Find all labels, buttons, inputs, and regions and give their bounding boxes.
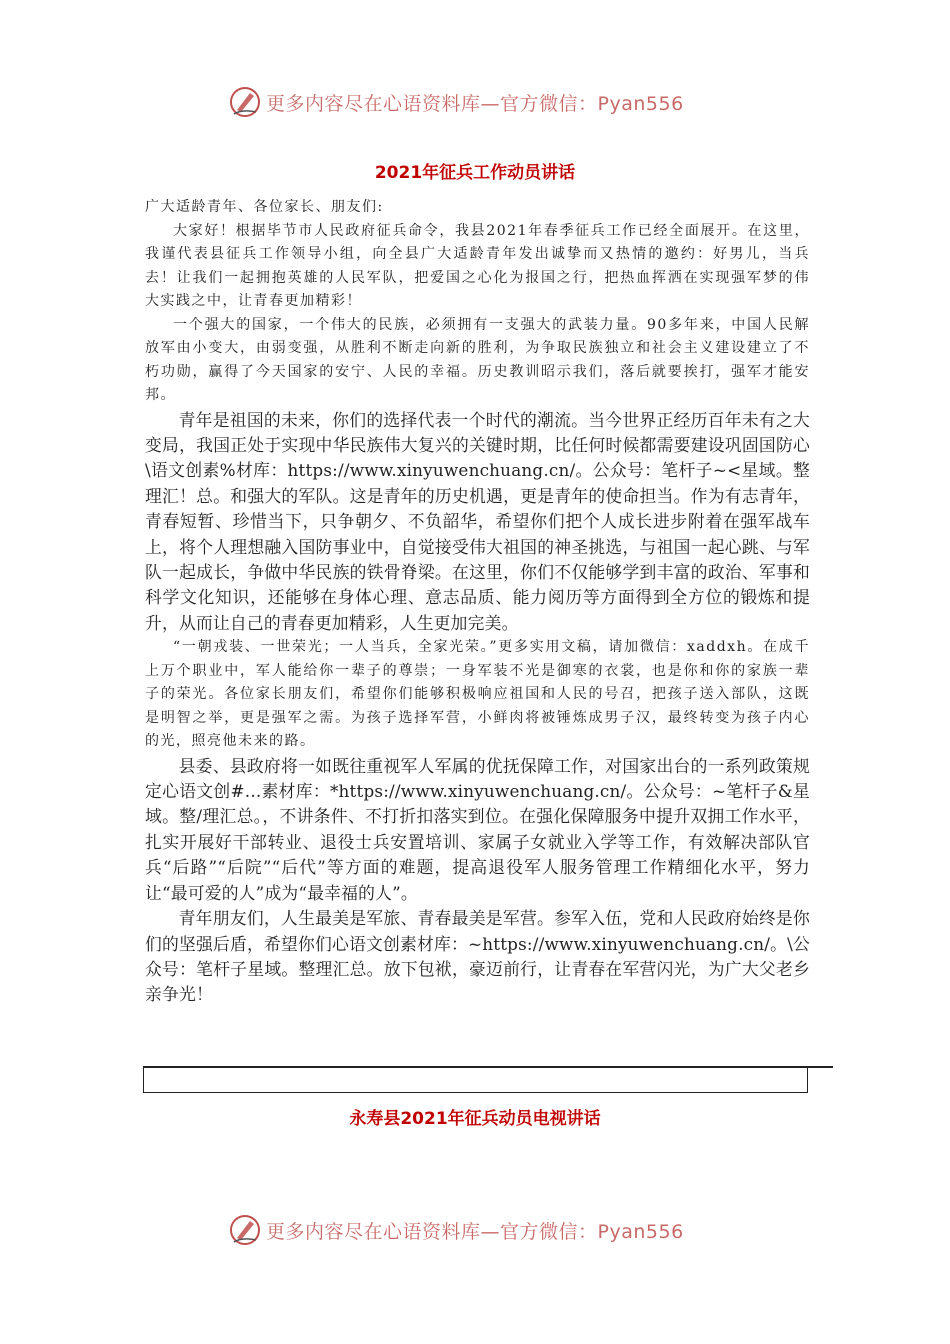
pen-circle-logo-icon	[228, 85, 262, 119]
banner-text: 更多内容尽在心语资料库—官方微信：Pyan556	[266, 92, 684, 115]
salutation: 广大适龄青年、各位家长、朋友们:	[145, 199, 384, 215]
empty-table-box	[143, 1066, 808, 1093]
header-banner	[228, 82, 684, 122]
banner-text: 更多内容尽在心语资料库—官方微信：Pyan556	[266, 1220, 684, 1243]
horizontal-rule	[806, 1066, 833, 1068]
paragraph-5: 县委、县政府将一如既往重视军人军属的优抚保障工作，对国家出台的一系列政策规定心语文创#...素材库：*https://www.xinyuwenchuang.cn/。公众号：~笔杆子&星域。整/理汇总。，不讲条件、不打折扣落实到位。在强化保障服务中提升双拥工作水平，扎实开展好干部转业、退役士兵安置培训、家属子女就业入学等工作，有效解决部队官兵“后路”“后院”“后代”等方面的难题，提高退役军人服务管理工作精细化水平，努力让“最可爱的人”成为“最幸福的人”。	[145, 755, 810, 903]
page-title: 2021年征兵工作动员讲话	[374, 163, 576, 183]
paragraph-2: 一个强大的国家，一个伟大的民族，必须拥有一支强大的武装力量。90多年来，中国人民解放军由小变大，由弱变强，从胜利不断走向新的胜利，为争取民族独立和社会主义建设建立了不朽功勋，赢得了今天国家的安宁、人民的幸福。历史教训昭示我们，落后就要挨打，强军才能安邦。	[145, 316, 810, 403]
paragraph-6: 青年朋友们，人生最美是军旅、青春最美是军营。参军入伍，党和人民政府始终是你们的坚强后盾，希望你们心语文创素材库：~https://www.xinyuwenchuang.cn/。\公众号：笔杆子星域。整理汇总。放下包袱，豪迈前行，让青春在军营闪光，为广大父老乡亲争光！	[145, 908, 810, 1005]
paragraph-1: 大家好！根据毕节市人民政府征兵命令，我县2021年春季征兵工作已经全面展开。在这里，我谨代表县征兵工作领导小组，向全县广大适龄青年发出诚挚而又热情的邀约：好男儿，当兵去！让我们一起拥抱英雄的人民军队，把爱国之心化为报国之行，把热血挥洒在实现强军梦的伟大实践之中，让青春更加精彩！	[145, 222, 810, 309]
article-body	[145, 196, 810, 1008]
pen-circle-logo-icon	[228, 1213, 262, 1247]
paragraph-3: 青年是祖国的未来，你们的选择代表一个时代的潮流。当今世界正经历百年未有之大变局，我国正处于实现中华民族伟大复兴的关键时期，比任何时候都需要建设巩固国防心\语文创素%材库：https://www.xinyuwenchuang.cn/。公众号：笔杆子~<星域。整理汇！总。和强大的军队。这是青年的历史机遇，更是青年的使命担当。作为有志青年，青春短暂、珍惜当下，只争朝夕、不负韶华，希望你们把个人成长进步附着在强军战车上，将个人理想融入国防事业中，自觉接受伟大祖国的神圣挑选，与祖国一起心跳、与军队一起成长，争做中华民族的铁骨脊梁。在这里，你们不仅能够学到丰富的政治、军事和科学文化知识，还能够在身体心理、意志品质、能力阅历等方面得到全方位的锻炼和提升，从而让自己的青春更加精彩，人生更加完美。	[145, 409, 810, 633]
section-title: 永寿县2021年征兵动员电视讲话	[349, 1109, 601, 1129]
paragraph-4: “一朝戎装、一世荣光；一人当兵，全家光荣。”更多实用文稿，请加微信：xaddxh。在成千上万个职业中，军人能给你一辈子的尊崇；一身军装不光是御寒的衣裳，也是你和你的家族一辈子的荣光。各位家长朋友们，希望你们能够积极响应祖国和人民的号召，把孩子送入部队，这既是明智之举，更是强军之需。为孩子选择军营，小鲜肉将被锤炼成男子汉，最终转变为孩子内心的光，照亮他未来的路。	[145, 639, 810, 750]
footer-banner	[228, 1210, 684, 1250]
